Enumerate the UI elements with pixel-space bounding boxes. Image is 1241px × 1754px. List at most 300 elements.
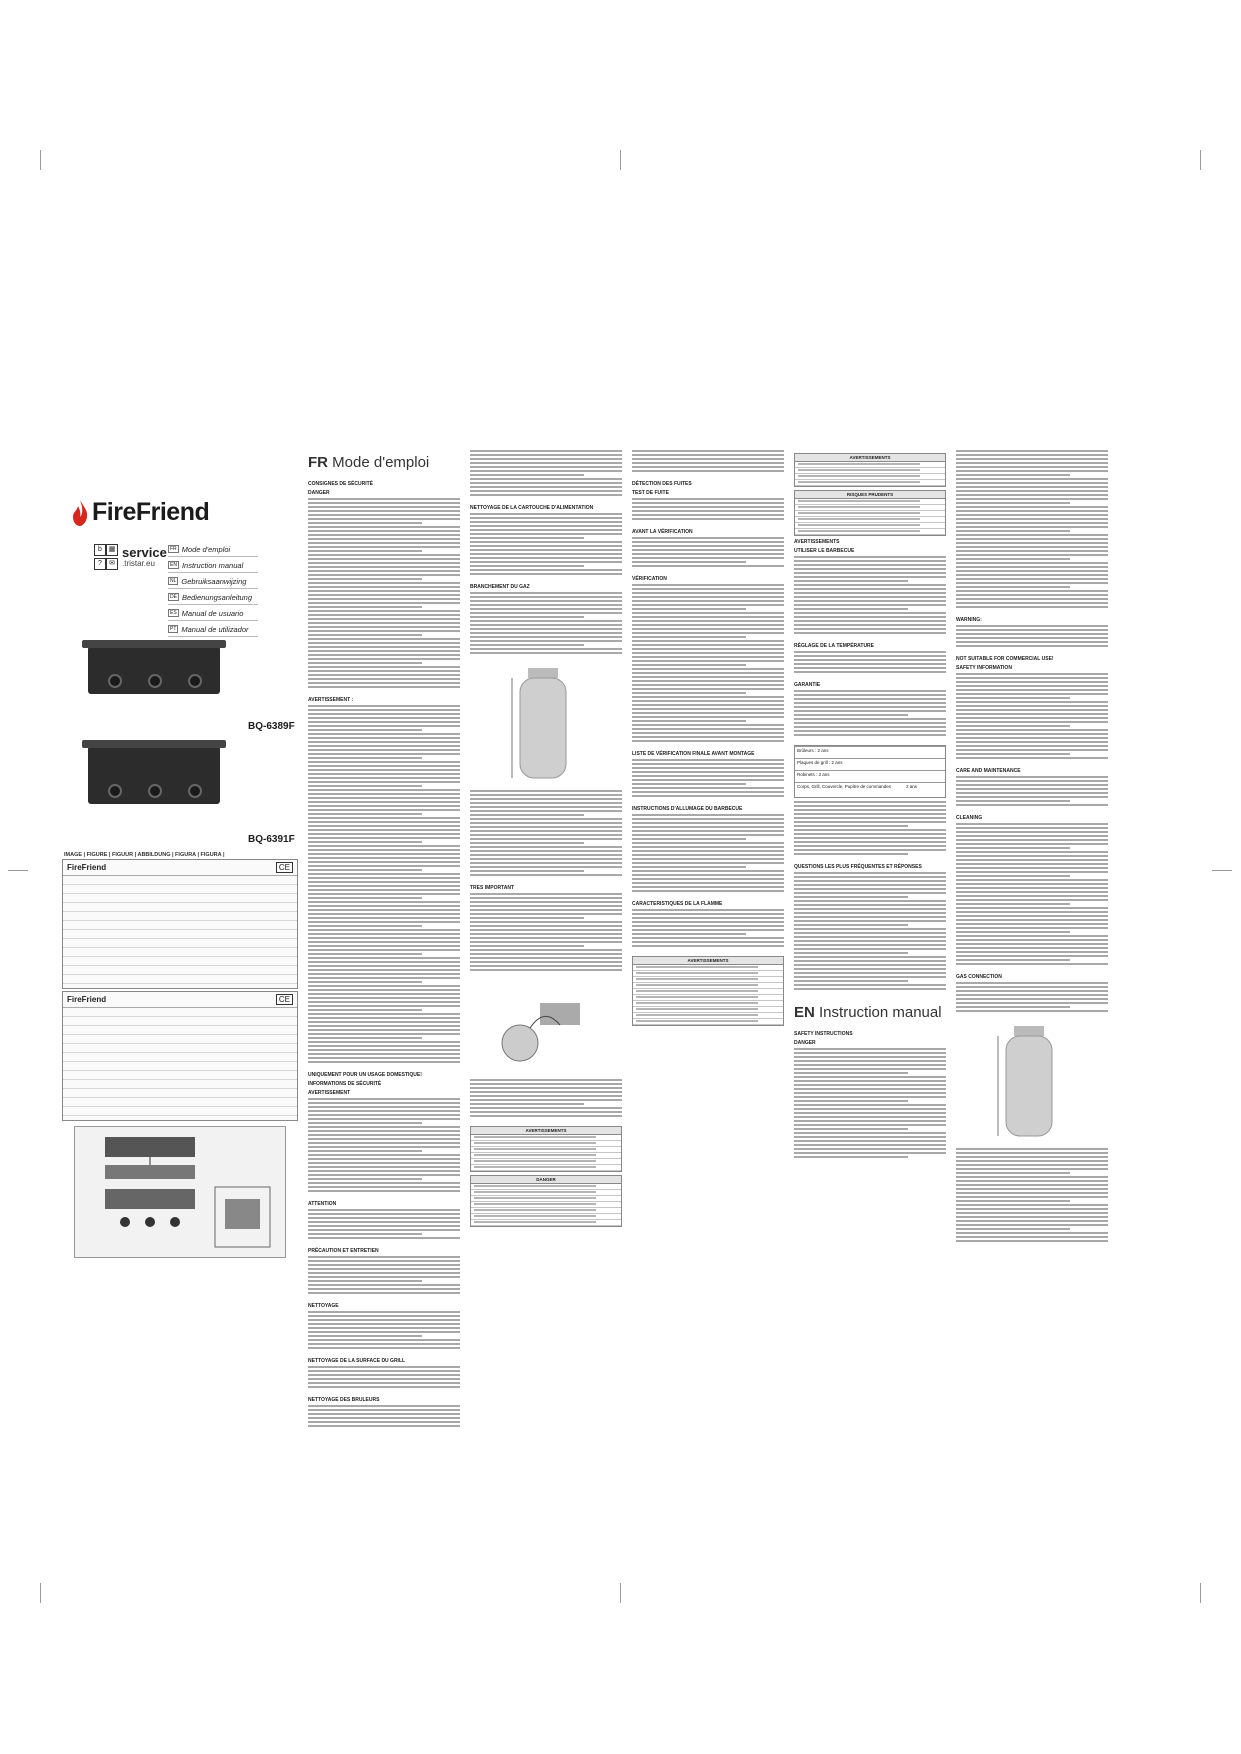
text-line: [794, 900, 946, 902]
text-line: [632, 545, 784, 547]
text-line: [308, 562, 460, 564]
text-line: [956, 709, 1108, 711]
text-line: [470, 810, 622, 812]
text-line: [470, 870, 584, 872]
text-line: [794, 1092, 946, 1094]
text-line: [470, 842, 584, 844]
text-line: [308, 678, 460, 680]
text-line: [794, 584, 946, 586]
text-line: [470, 462, 622, 464]
text-line: [470, 592, 622, 594]
fr-column-3: [632, 450, 784, 1029]
text-line: [308, 1186, 460, 1188]
text-line: [470, 632, 622, 634]
text-line: [632, 890, 784, 892]
text-line: [956, 717, 1108, 719]
text-line: [794, 663, 946, 665]
text-line: [308, 745, 460, 747]
text-line: [632, 668, 784, 670]
text-line: [308, 861, 460, 863]
text-line: [308, 686, 460, 688]
text-line: [794, 809, 946, 811]
text-line: [794, 896, 908, 898]
text-line: [632, 537, 784, 539]
text-line: [308, 502, 460, 504]
text-line: [956, 1232, 1108, 1234]
text-line: [956, 867, 1108, 869]
en-text-block-1: [794, 1048, 946, 1164]
text-line: [308, 833, 460, 835]
text-line: [308, 630, 460, 632]
text-line: [470, 482, 622, 484]
crop-mark: [8, 870, 28, 871]
warranty-term: 2 ans: [906, 784, 918, 789]
text-line: [956, 502, 1070, 504]
text-line: [470, 466, 622, 468]
text-line: [470, 949, 622, 951]
text-line: [632, 937, 784, 939]
text-line: [308, 1118, 460, 1120]
text-line: [956, 721, 1108, 723]
text-line: [956, 1196, 1108, 1198]
text-line: [956, 959, 1070, 961]
text-line: [794, 702, 946, 704]
text-line: [308, 1378, 460, 1380]
text-line: [956, 490, 1108, 492]
text-line: [632, 941, 784, 943]
label-row: [63, 1044, 297, 1053]
text-line: [470, 478, 622, 480]
text-line: [308, 769, 460, 771]
text-line: [470, 893, 622, 895]
text-line: [794, 924, 908, 926]
text-line: [632, 628, 784, 630]
text-line: [956, 578, 1108, 580]
text-line: [956, 450, 1108, 452]
text-line: [632, 660, 784, 662]
fr-text-block-1: [308, 498, 460, 694]
text-line: [470, 525, 622, 527]
text-line: [308, 1209, 460, 1211]
fr-text-block-11: [470, 592, 622, 660]
text-line: [632, 616, 784, 618]
text-line: [956, 729, 1108, 731]
text-line: [470, 838, 622, 840]
gas-bottle-illustration: [470, 666, 620, 784]
text-line: [956, 554, 1108, 556]
text-line: [308, 1339, 460, 1341]
text-line: [470, 517, 622, 519]
text-line: [308, 1114, 460, 1116]
text-line: [308, 1280, 422, 1282]
text-line: [470, 941, 622, 943]
text-line: [308, 1421, 460, 1423]
text-line: [308, 933, 460, 935]
label-row: [63, 1026, 297, 1035]
rating-label-header: [63, 992, 297, 1008]
text-line: [956, 534, 1108, 536]
diagram-part: [145, 1217, 155, 1227]
text-line: [794, 920, 946, 922]
fr-title-text: Mode d'emploi: [332, 454, 430, 471]
text-line: [470, 565, 584, 567]
text-line: [794, 936, 946, 938]
section-heading: AVERTISSEMENT: [308, 1090, 351, 1096]
text-line: [308, 1033, 460, 1035]
crop-mark: [1200, 1583, 1201, 1603]
grill-plate: [82, 740, 226, 748]
text-line: [632, 917, 784, 919]
text-line: [470, 628, 622, 630]
grill-plate: [82, 640, 226, 648]
text-line: [632, 680, 784, 682]
text-line: [794, 908, 946, 910]
text-line: [470, 1087, 622, 1089]
text-line: [794, 801, 946, 803]
text-line: [956, 1216, 1108, 1218]
text-line: [632, 518, 784, 520]
regulator-body: [502, 1025, 538, 1061]
fr-text-block-6: [308, 1311, 460, 1355]
text-line: [308, 849, 460, 851]
text-line: [956, 753, 1070, 755]
text-line: [470, 608, 622, 610]
text-line: [308, 498, 460, 500]
section-heading: QUESTIONS LES PLUS FRÉQUENTES ET RÉPONSES: [794, 864, 922, 870]
diagram-part: [105, 1165, 195, 1179]
section-heading: UTILISER LE BARBECUE: [794, 548, 855, 554]
en-column-1: [956, 450, 1108, 1248]
text-line: [308, 1382, 460, 1384]
text-line: [956, 1152, 1108, 1154]
text-line: [956, 927, 1108, 929]
fr-text-block-12: [470, 790, 622, 882]
text-line: [308, 949, 460, 951]
text-line: [956, 1010, 1108, 1012]
fr-text-block-26: [794, 872, 946, 996]
label-row: [63, 966, 297, 975]
label-row: [63, 1062, 297, 1071]
text-line: [956, 1002, 1108, 1004]
text-line: [308, 901, 460, 903]
text-line: [308, 1166, 460, 1168]
language-label: Mode d'emploi: [181, 544, 231, 554]
text-line: [470, 604, 622, 606]
text-line: [956, 1188, 1108, 1190]
text-line: [956, 506, 1108, 508]
text-line: [794, 659, 946, 661]
text-line: [632, 720, 746, 722]
ce-mark-icon: CE: [276, 994, 293, 1005]
assembly-diagram: [74, 1126, 286, 1258]
text-line: [956, 1228, 1070, 1230]
text-line: [794, 620, 946, 622]
text-line: [470, 846, 622, 848]
text-line: [308, 785, 422, 787]
text-line: [956, 915, 1108, 917]
text-line: [308, 1260, 460, 1262]
text-line: [470, 925, 622, 927]
text-line: [956, 839, 1108, 841]
text-line: [470, 533, 622, 535]
text-line: [308, 1256, 460, 1258]
text-line: [794, 1156, 908, 1158]
text-line: [470, 600, 622, 602]
text-line: [308, 1284, 460, 1286]
text-line: [470, 834, 622, 836]
text-line: [308, 917, 460, 919]
text-line: [956, 705, 1108, 707]
text-line: [308, 865, 460, 867]
text-line: [794, 1096, 946, 1098]
text-line: [794, 928, 946, 930]
text-line: [956, 1180, 1108, 1182]
text-line: [956, 1224, 1108, 1226]
text-line: [470, 905, 622, 907]
text-line: [308, 1417, 460, 1419]
text-line: [470, 901, 622, 903]
product-image-bq6391f: [88, 746, 220, 804]
en-text-block-5: [956, 776, 1108, 812]
text-line: [632, 506, 784, 508]
warranty-item: Robinets : 3 ans: [797, 772, 830, 777]
text-line: [794, 849, 946, 851]
text-line: [794, 829, 946, 831]
text-line: [956, 582, 1108, 584]
text-line: [956, 466, 1108, 468]
text-line: [470, 790, 622, 792]
language-label: Instruction manual: [181, 560, 244, 570]
text-line: [956, 935, 1108, 937]
text-line: [308, 598, 460, 600]
text-line: [794, 904, 946, 906]
gas-bottle-figure: [470, 666, 622, 784]
text-line: [632, 450, 784, 452]
text-line: [308, 1142, 460, 1144]
text-line: [308, 781, 460, 783]
bottle-valve: [528, 668, 558, 678]
text-line: [794, 964, 946, 966]
text-line: [308, 570, 460, 572]
text-line: [308, 845, 460, 847]
text-line: [956, 602, 1108, 604]
text-line: [308, 1268, 460, 1270]
text-line: [632, 612, 784, 614]
text-line: [308, 522, 422, 524]
text-line: [308, 1126, 460, 1128]
text-line: [794, 722, 946, 724]
text-line: [308, 741, 460, 743]
text-line: [308, 773, 460, 775]
text-line: [794, 984, 946, 986]
text-line: [794, 572, 946, 574]
text-line: [470, 945, 584, 947]
text-line: [308, 1017, 460, 1019]
text-line: [308, 610, 460, 612]
text-line: [308, 1098, 460, 1100]
text-line: [632, 838, 746, 840]
text-line: [632, 632, 784, 634]
text-line: [956, 625, 1108, 627]
text-line: [956, 788, 1108, 790]
text-line: [794, 972, 946, 974]
text-line: [794, 1152, 946, 1154]
text-line: [632, 688, 784, 690]
section-heading: DANGER: [794, 1040, 816, 1046]
text-line: [956, 745, 1108, 747]
warranty-row: [795, 758, 945, 770]
text-line: [308, 1190, 460, 1192]
text-line: [794, 948, 946, 950]
text-line: [794, 1056, 946, 1058]
text-line: [956, 796, 1108, 798]
text-line: [956, 697, 1070, 699]
text-line: [632, 909, 784, 911]
text-line: [308, 981, 422, 983]
text-line: [794, 1108, 946, 1110]
en-manual-title: [794, 1004, 946, 1021]
text-line: [632, 945, 784, 947]
fr-text-block-18: [632, 584, 784, 748]
text-line: [794, 568, 946, 570]
text-line: [308, 514, 460, 516]
text-line: [308, 1425, 460, 1427]
text-line: [794, 1088, 946, 1090]
text-line: [794, 667, 946, 669]
text-line: [308, 925, 422, 927]
text-line: [470, 937, 622, 939]
text-line: [308, 869, 422, 871]
fr-text-block-8: [308, 1405, 460, 1433]
text-line: [794, 706, 946, 708]
text-line: [632, 604, 784, 606]
fr-text-block-5: [308, 1256, 460, 1300]
text-line: [308, 853, 460, 855]
text-line: [470, 921, 622, 923]
text-line: [308, 965, 460, 967]
text-line: [470, 1107, 622, 1109]
text-line: [308, 1292, 460, 1294]
text-line: [308, 997, 460, 999]
text-line: [956, 891, 1108, 893]
rating-label-card: [62, 991, 298, 1121]
text-line: [308, 1053, 460, 1055]
text-line: [956, 458, 1108, 460]
text-line: [956, 800, 1070, 802]
text-line: [308, 857, 460, 859]
text-line: [632, 608, 746, 610]
text-line: [794, 968, 946, 970]
text-line: [794, 651, 946, 653]
text-line: [956, 943, 1108, 945]
text-line: [632, 854, 784, 856]
ce-mark-icon: CE: [276, 862, 293, 873]
fr-text-block-14: [470, 1079, 622, 1123]
rating-label-brand: FireFriend: [67, 995, 107, 1004]
text-line: [632, 850, 784, 852]
text-line: [794, 1048, 946, 1050]
text-line: [308, 893, 460, 895]
section-heading: AVERTISSEMENT :: [308, 697, 354, 703]
text-line: [308, 578, 422, 580]
text-line: [956, 685, 1108, 687]
text-line: [632, 561, 746, 563]
text-line: [470, 652, 622, 654]
text-line: [956, 911, 1108, 913]
text-line: [308, 969, 460, 971]
text-line: [632, 640, 784, 642]
language-code: PT: [170, 626, 177, 632]
crop-mark: [40, 150, 41, 170]
text-line: [308, 550, 422, 552]
text-line: [794, 655, 946, 657]
text-line: [956, 982, 1108, 984]
text-line: [308, 973, 460, 975]
text-line: [956, 606, 1108, 608]
section-heading: INSTRUCTIONS D'ALLUMAGE DU BARBECUE: [632, 806, 743, 812]
section-heading: NETTOYAGE DE LA SURFACE DU GRILL: [308, 1358, 406, 1364]
text-line: [308, 1374, 460, 1376]
text-line: [308, 1323, 460, 1325]
section-heading: CLEANING: [956, 815, 983, 821]
diagram-part: [105, 1189, 195, 1209]
text-line: [632, 826, 784, 828]
text-line: [794, 624, 946, 626]
language-label: Bedienungsanleitung: [181, 592, 253, 602]
text-line: [794, 988, 946, 990]
text-line: [794, 690, 946, 692]
text-line: [632, 767, 784, 769]
section-heading: SAFETY INSTRUCTIONS: [794, 1031, 853, 1037]
text-line: [308, 1130, 460, 1132]
text-line: [956, 931, 1070, 933]
text-line: [956, 871, 1108, 873]
text-line: [794, 718, 946, 720]
fr-column-2: [470, 450, 622, 1230]
language-item: [168, 590, 258, 605]
fr-lang-code: FR: [308, 454, 328, 471]
text-line: [956, 963, 1108, 965]
text-line: [956, 586, 1070, 588]
text-line: [308, 1217, 460, 1219]
text-line: [632, 462, 784, 464]
text-line: [308, 1106, 460, 1108]
text-line: [308, 761, 460, 763]
text-line: [632, 624, 784, 626]
text-line: [632, 498, 784, 500]
text-line: [794, 1112, 946, 1114]
text-line: [632, 874, 784, 876]
text-line: [308, 1288, 460, 1290]
text-line: [956, 1192, 1108, 1194]
text-line: [470, 561, 622, 563]
text-line: [956, 637, 1108, 639]
text-line: [308, 1335, 422, 1337]
text-line: [794, 592, 946, 594]
text-line: [956, 887, 1108, 889]
text-line: [308, 1405, 460, 1407]
text-line: [794, 1140, 946, 1142]
text-line: [794, 912, 946, 914]
text-line: [794, 1080, 946, 1082]
text-line: [632, 858, 784, 860]
text-line: [632, 664, 746, 666]
text-line: [632, 834, 784, 836]
text-line: [632, 771, 784, 773]
warning-box: [632, 956, 784, 1026]
text-line: [632, 933, 746, 935]
text-line: [794, 726, 946, 728]
